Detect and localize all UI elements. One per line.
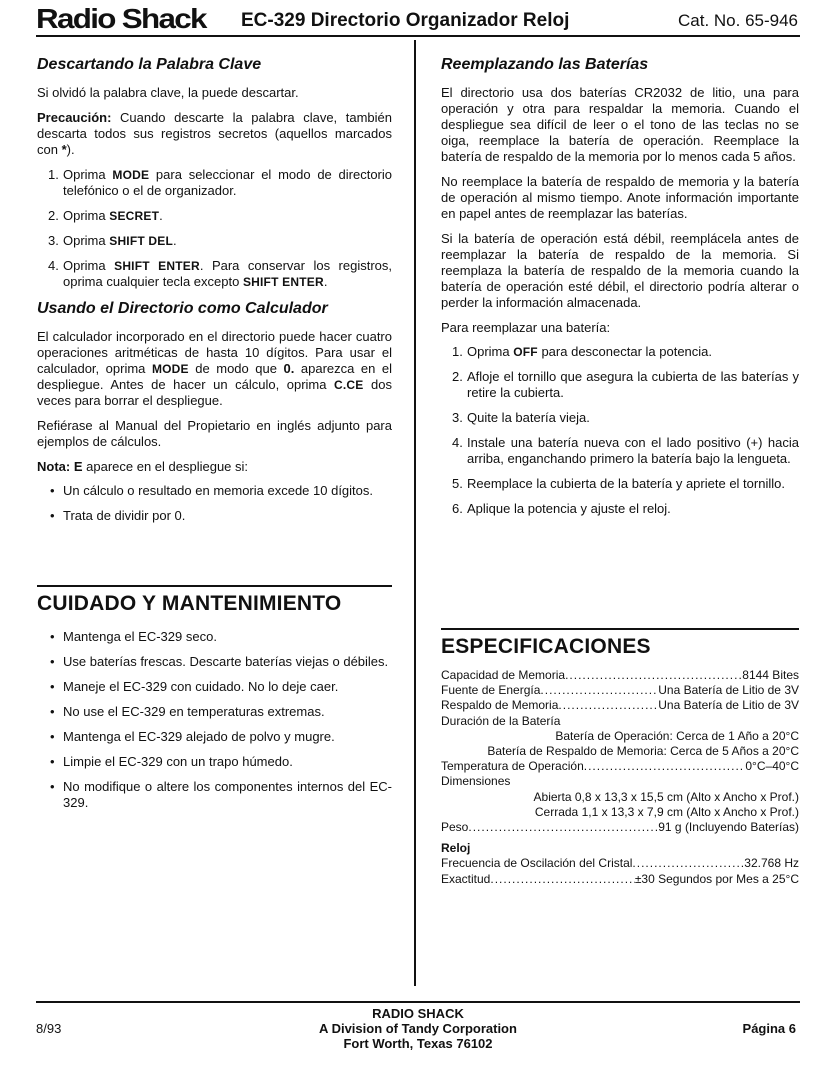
publisher-block (36, 1006, 800, 1051)
section-title-specifications: ESPECIFICACIONES (441, 635, 651, 658)
step-text: Instale una batería nueva con el lado positivo (+) hacia arriba, enganchando primero la batería bajo la lengueta. (467, 435, 799, 466)
leader-dots (584, 759, 746, 774)
caution-text: Cuando descarte la palabra clave, también descarta todos sus registros secretos (aquellos marcados con (37, 110, 392, 157)
paragraph: Si olvidó la palabra clave, la puede descartar. (37, 85, 299, 100)
key-name: SECRET (109, 209, 160, 223)
key-name: SHIFT ENTER (114, 259, 200, 273)
step-number: 3. (452, 410, 463, 425)
document-title: EC-329 Directorio Organizador Reloj (241, 10, 570, 31)
spec-value: Una Batería de Litio de 3V (658, 683, 799, 698)
step-number: 1. (452, 344, 463, 359)
spec-label: Frecuencia de Oscilación del Cristal (441, 856, 633, 871)
paragraph: No reemplace la batería de respaldo de memoria y la batería de operación al mismo tiempo. Anote información importante en papel antes de reemplazar las baterías. (441, 174, 799, 221)
paragraph: Refiérase al Manual del Propietario en inglés adjunto para ejemplos de cálculos. (37, 418, 392, 449)
step-number: 3. (48, 233, 59, 248)
leader-dots (632, 856, 744, 871)
publisher-division: A Division of Tandy Corporation (319, 1021, 517, 1036)
discard-steps-list (37, 167, 392, 290)
text: de modo que (188, 361, 284, 376)
step-text: para desconectar la potencia. (537, 344, 713, 359)
spec-label: Exactitud (441, 871, 491, 886)
section-title-batteries: Reemplazando las Baterías (441, 56, 649, 73)
text: El calculador incorporado en el directorio puede hacer cuatro operaciones aritméticas de hasta 10 dígitos. Para usar el calculador, oprima (37, 329, 392, 376)
step-text: Reemplace la cubierta de la batería y apriete el tornillo. (467, 476, 785, 491)
step-text: Oprima (63, 258, 115, 273)
paragraph: Para reemplazar una batería: (441, 320, 611, 335)
list-item (441, 435, 799, 467)
spec-value: Batería de Operación: Cerca de 1 Año a 20°C (555, 728, 799, 743)
step-text: para seleccionar el modo de directorio telefónico o el de organizador. (63, 167, 392, 198)
list-item: • No use el EC-329 en temperaturas extremas. (37, 704, 392, 720)
spec-value: Cerrada 1,1 x 13,3 x 7,9 cm (Alto x Ancho x Prof.) (534, 804, 799, 819)
header-rule (36, 35, 800, 37)
calculator-paragraph (37, 329, 392, 409)
publisher-name: RADIO SHACK (372, 1006, 464, 1021)
spec-label: Fuente de Energía (441, 683, 541, 698)
list-item: • Mantenga el EC-329 seco. (37, 629, 392, 645)
key-name: OFF (513, 345, 538, 359)
spec-row (441, 759, 799, 774)
column-divider (414, 40, 416, 986)
step-text: Oprima (63, 167, 113, 182)
list-item (441, 501, 799, 517)
spec-label: Respaldo de Memoria (441, 698, 559, 713)
section-rule (441, 628, 799, 630)
leader-dots (565, 668, 742, 683)
step-text: . (159, 208, 163, 223)
page-footer (36, 1006, 800, 1056)
spec-value: 32.768 Hz (744, 856, 799, 871)
list-item (441, 476, 799, 492)
spec-label: Temperatura de Operación (441, 759, 584, 774)
note-text: aparece en el despliegue si: (82, 459, 249, 474)
caution-label: Precaución: (37, 110, 112, 125)
step-text: Oprima (63, 208, 110, 223)
list-item: • No modifique o altere los componentes internos del EC-329. (37, 779, 392, 811)
right-column (441, 55, 799, 526)
list-item (37, 208, 392, 224)
caution-end: ). (66, 142, 75, 157)
section-title-discard-password: Descartando la Palabra Clave (37, 56, 262, 73)
step-text: . Para conservar los registros, oprima cualquier tecla excepto (63, 258, 393, 289)
spec-row (441, 856, 799, 871)
text: aparezca en el despliegue. Antes de hacer un cálculo, oprima (37, 361, 392, 392)
print-date: 8/93 (36, 1021, 62, 1036)
section-title-calculator: Usando el Directorio como Calculador (37, 300, 328, 317)
step-number: 5. (452, 476, 463, 491)
step-number: 2. (48, 208, 59, 223)
spec-value: ±30 Segundos por Mes a 25°C (634, 871, 799, 886)
key-name: SHIFT ENTER (242, 275, 324, 289)
spec-value: Abierta 0,8 x 13,3 x 15,5 cm (Alto x Ancho x Prof.) (533, 789, 799, 804)
list-item (37, 233, 392, 249)
spec-label: Duración de la Batería (441, 713, 561, 728)
step-number: 4. (48, 258, 59, 273)
brand-logo: Radio Shack (36, 3, 206, 34)
step-text: Afloje el tornillo que asegura la cubierta de las baterías y retire la cubierta. (467, 369, 799, 400)
left-column (37, 55, 392, 533)
list-item: • Use baterías frescas. Descarte baterías viejas o débiles. (37, 654, 392, 670)
note-label: Nota: (37, 459, 71, 474)
list-item (441, 369, 799, 401)
spec-row (441, 683, 799, 698)
spec-value: 8144 Bites (742, 668, 799, 682)
note-bullets (37, 483, 392, 524)
key-name: MODE (151, 362, 189, 376)
spec-row (441, 668, 799, 683)
star-symbol: * (61, 142, 67, 157)
spec-label: Capacidad de Memoria (441, 668, 566, 682)
spec-value: Una Batería de Litio de 3V (658, 698, 799, 713)
list-item (441, 344, 799, 360)
spec-label: Peso (441, 820, 469, 835)
step-number: 2. (452, 369, 463, 384)
step-text: . (323, 274, 328, 289)
page-number: Página 6 (742, 1021, 796, 1036)
spec-value: 91 g (Incluyendo Baterías) (658, 820, 799, 835)
spec-value: Batería de Respaldo de Memoria: Cerca de 5 Años a 20°C (487, 744, 799, 759)
leader-dots (540, 683, 658, 698)
step-text: Oprima (467, 344, 514, 359)
section-rule (37, 585, 392, 587)
paragraph: El directorio usa dos baterías CR2032 de litio, una para operación y otra para respaldar la memoria. Cuando el despliegue sea difícil de leer o el tono de las teclas no se oiga, reemplace la batería de operación. Reemplace la batería de respaldo de la memoria por lo menos cada 5 años. (441, 85, 799, 164)
leader-dots (490, 872, 634, 887)
step-text: Oprima (63, 233, 110, 248)
footer-rule (36, 1001, 800, 1003)
list-item (441, 410, 799, 426)
spec-label: Dimensiones (441, 774, 511, 789)
publisher-address: Fort Worth, Texas 76102 (343, 1036, 493, 1051)
spec-subheading: Reloj (441, 841, 471, 856)
caution-paragraph (37, 110, 392, 158)
section-title-care: CUIDADO Y MANTENIMIENTO (37, 592, 342, 615)
step-number: 1. (48, 167, 59, 182)
display-value: 0. (283, 361, 295, 376)
care-section (37, 585, 392, 820)
list-item: • Un cálculo o resultado en memoria excede 10 dígitos. (37, 483, 392, 499)
key-name: MODE (112, 168, 150, 182)
list-item: • Limpie el EC-329 con un trapo húmedo. (37, 754, 392, 770)
care-bullets (37, 629, 392, 811)
step-text: Aplique la potencia y ajuste el reloj. (467, 501, 671, 516)
leader-dots (558, 698, 658, 713)
leader-dots (468, 820, 658, 835)
list-item (37, 258, 392, 290)
catalog-number: Cat. No. 65-946 (677, 11, 798, 30)
list-item: • Mantenga el EC-329 alejado de polvo y mugre. (37, 729, 392, 745)
step-number: 6. (452, 501, 463, 516)
step-text: . (173, 233, 177, 248)
list-item: • Maneje el EC-329 con cuidado. No lo deje caer. (37, 679, 392, 695)
spec-row (441, 872, 799, 887)
text: dos veces para borrar el despliegue. (37, 377, 392, 408)
spec-row (441, 820, 799, 835)
specifications-section (441, 628, 799, 887)
list-item (37, 167, 392, 199)
spec-value: 0°C–40°C (745, 759, 799, 774)
note-paragraph (37, 459, 392, 475)
step-text: Quite la batería vieja. (467, 410, 590, 425)
list-item: • Trata de dividir por 0. (37, 508, 392, 524)
spec-row (441, 698, 799, 713)
key-name: C.CE (334, 378, 364, 392)
battery-steps-list (441, 344, 799, 517)
key-name: SHIFT DEL (109, 234, 174, 248)
error-symbol: E (73, 459, 83, 474)
paragraph: Si la batería de operación está débil, reemplácela antes de reemplazar la batería de respaldo de la memoria. Si reemplaza la batería de respaldo de la memoria cuando la batería de operación esté débil, el directorio podría alterar o perder la información almacenada. (441, 231, 799, 310)
page-header (36, 4, 802, 34)
step-number: 4. (452, 435, 463, 450)
